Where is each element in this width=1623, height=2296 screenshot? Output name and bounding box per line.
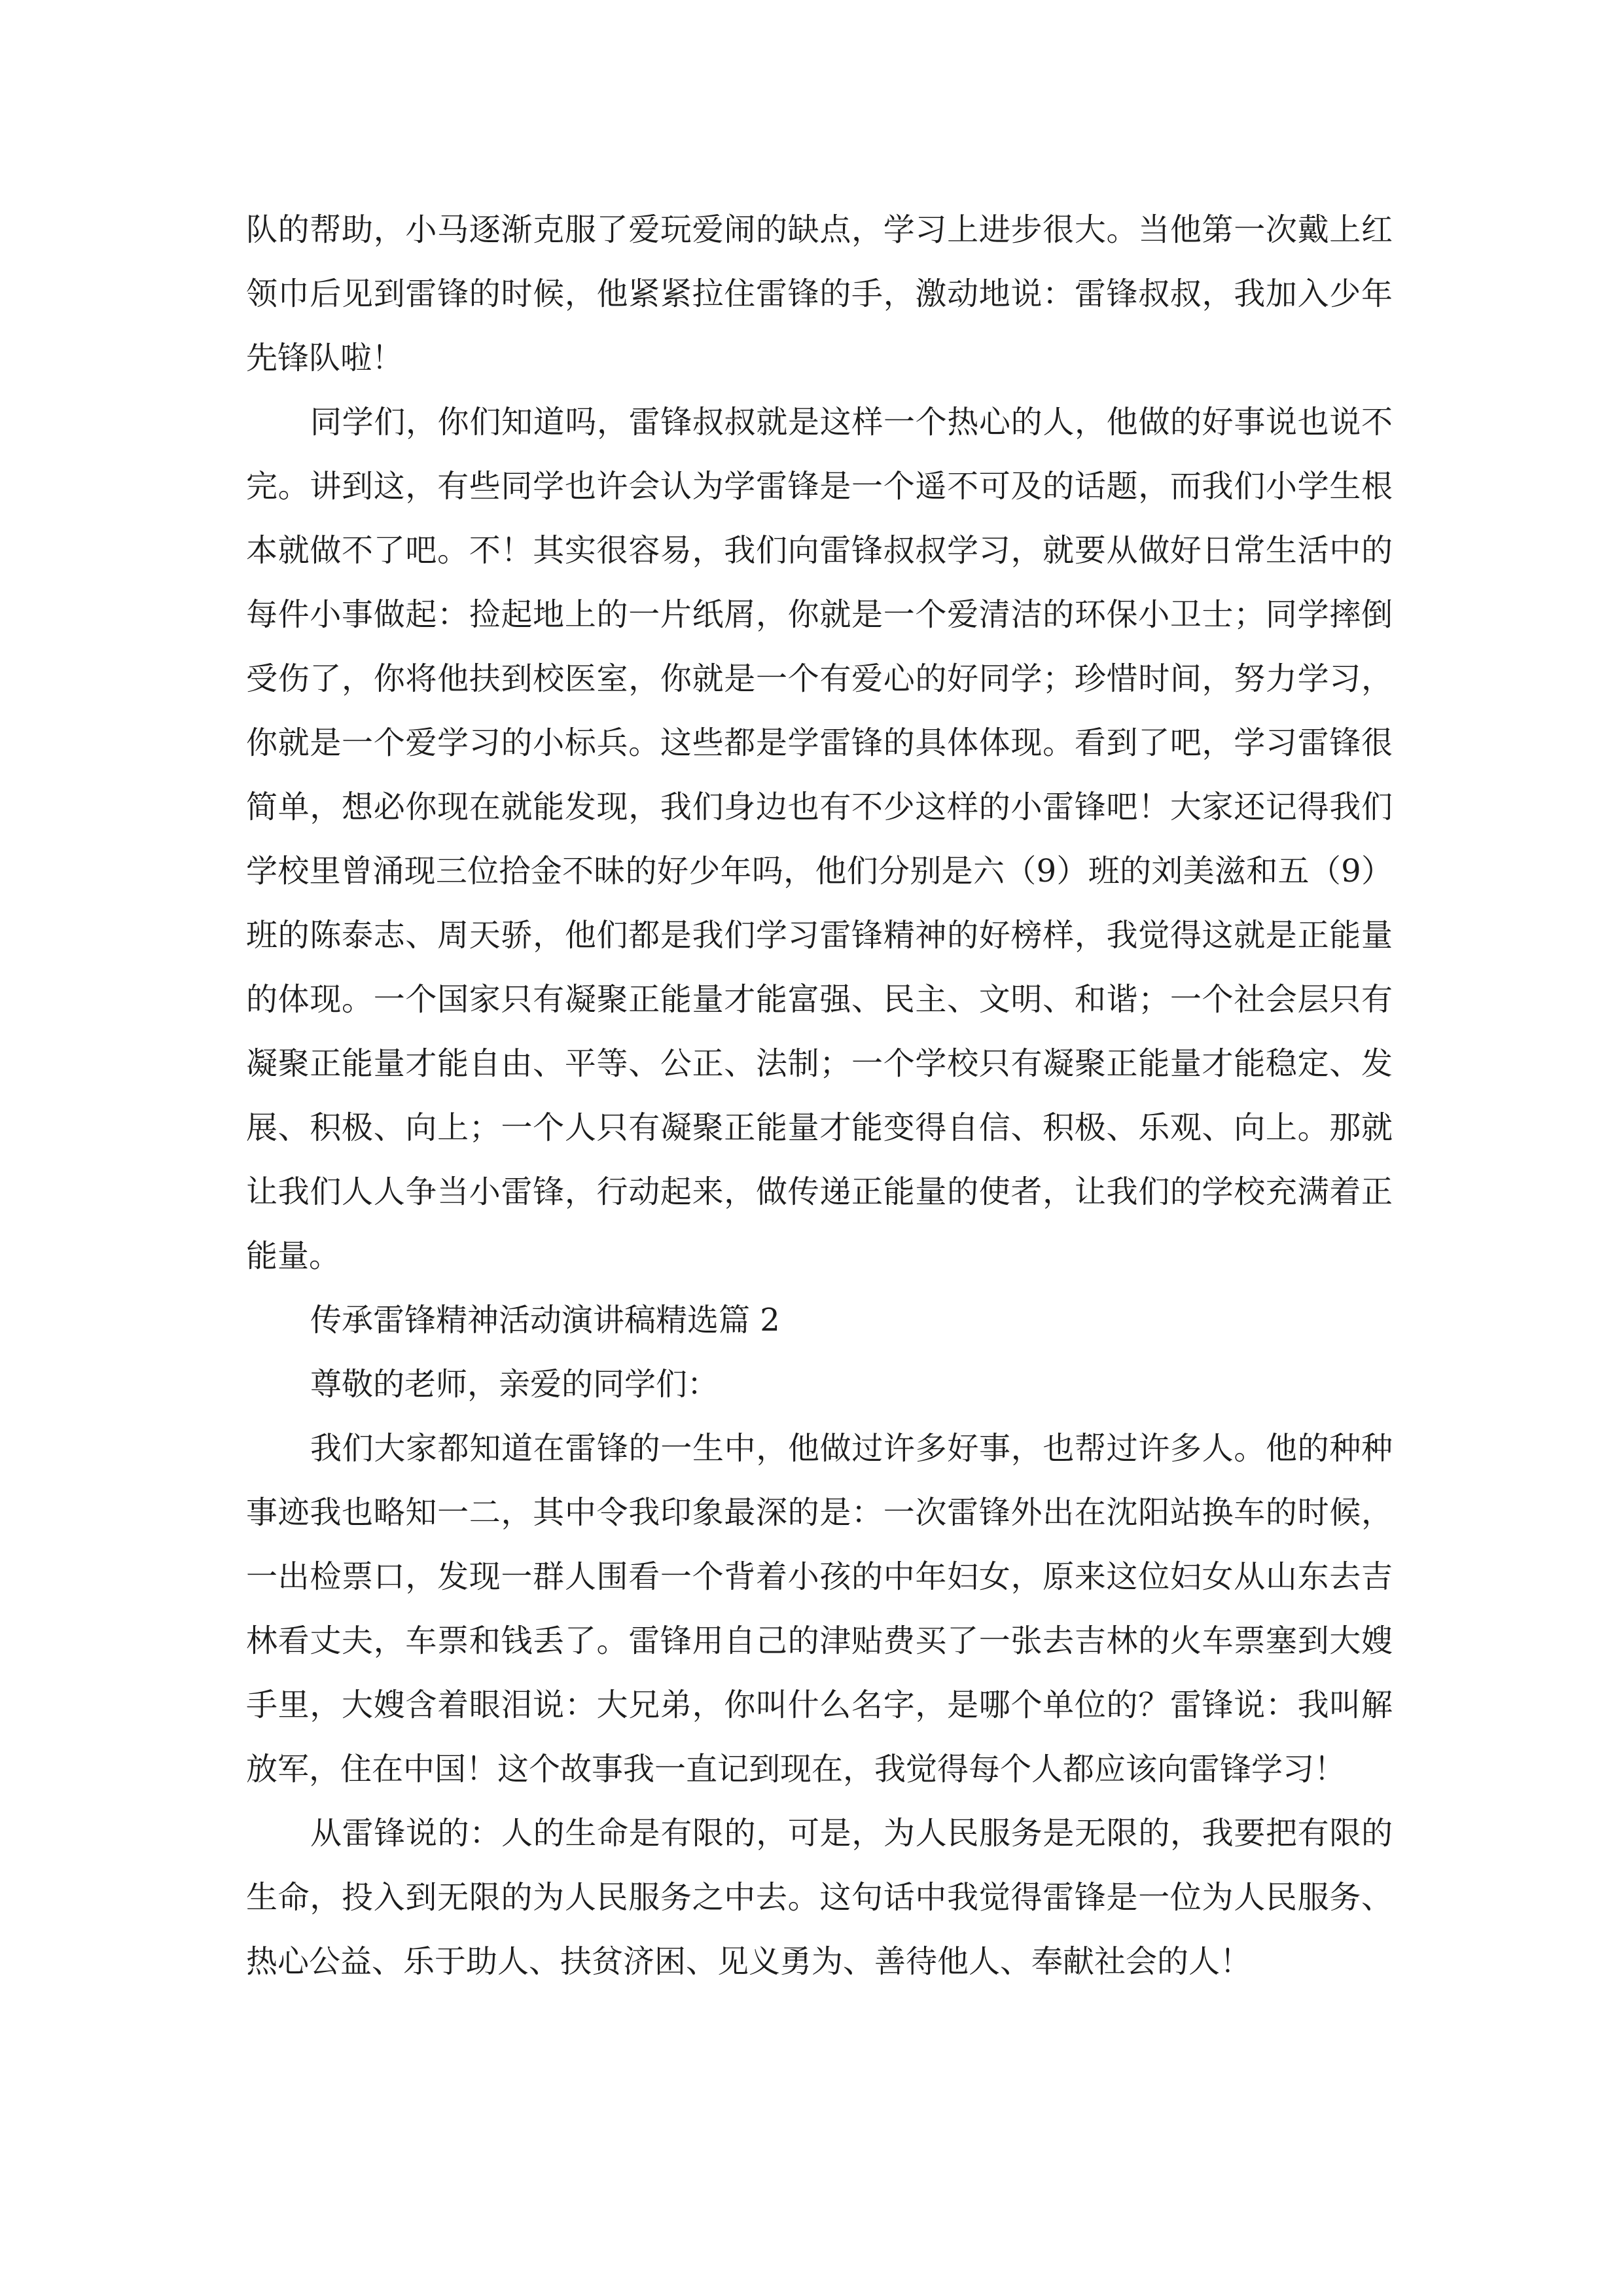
- paragraph-continued: 队的帮助，小马逐渐克服了爱玩爱闹的缺点，学习上进步很大。当他第一次戴上红领巾后见到雷锋的时候，他紧紧拉住雷锋的手，激动地说：雷锋叔叔，我加入少年先锋队啦！: [246, 211, 1393, 376]
- paragraph-serve-the-people: 从雷锋说的：人的生命是有限的，可是，为人民服务是无限的，我要把有限的生命，投入到无限的为人民服务之中去。这句话中我觉得雷锋是一位为人民服务、热心公益、乐于助人、扶贫济困、见义勇为、善待他人、奉献社会的人！: [246, 1815, 1393, 1980]
- paragraph-same-as-lei-feng: 同学们，你们知道吗，雷锋叔叔就是这样一个热心的人，他做的好事说也说不完。讲到这，有些同学也许会认为学雷锋是一个遥不可及的话题，而我们小学生根本就做不了吧。不！其实很容易，我们向雷锋叔叔学习，就要从做好日常生活中的每件小事做起：捡起地上的一片纸屑，你就是一个爱清洁的环保小卫士；同学摔倒受伤了，你将他扶到校医室，你就是一个有爱心的好同学；珍惜时间，努力学习，你就是一个爱学习的小标兵。这些都是学雷锋的具体体现。看到了吧，学习雷锋很简单，想必你现在就能发现，我们身边也有不少这样的小雷锋吧！大家还记得我们学校里曾涌现三位拾金不昧的好少年吗，他们分别是六（9）班的刘美滋和五（9）班的陈泰志、周天骄，他们都是我们学习雷锋精神的好榜样，我觉得这就是正能量的体现。一个国家只有凝聚正能量才能富强、民主、文明、和谐；一个社会层只有凝聚正能量才能自由、平等、公正、法制；一个学校只有凝聚正能量才能稳定、发展、积极、向上；一个人只有凝聚正能量才能变得自信、积极、乐观、向上。那就让我们人人争当小雷锋，行动起来，做传递正能量的使者，让我们的学校充满着正能量。: [246, 404, 1393, 1274]
- salutation: 尊敬的老师，亲爱的同学们：: [310, 1366, 719, 1403]
- document-body: [246, 198, 1393, 1994]
- section-heading: 传承雷锋精神活动演讲稿精选篇 2: [310, 1302, 780, 1338]
- paragraph-lei-feng-story: 我们大家都知道在雷锋的一生中，他做过许多好事，也帮过许多人。他的种种事迹我也略知一二，其中令我印象最深的是：一次雷锋外出在沈阳站换车的时候，一出检票口，发现一群人围看一个背着小孩的中年妇女，原来这位妇女从山东去吉林看丈夫，车票和钱丢了。雷锋用自己的津贴费买了一张去吉林的火车票塞到大嫂手里，大嫂含着眼泪说：大兄弟，你叫什么名字，是哪个单位的？雷锋说：我叫解放军，住在中国！这个故事我一直记到现在，我觉得每个人都应该向雷锋学习！: [246, 1430, 1393, 1787]
